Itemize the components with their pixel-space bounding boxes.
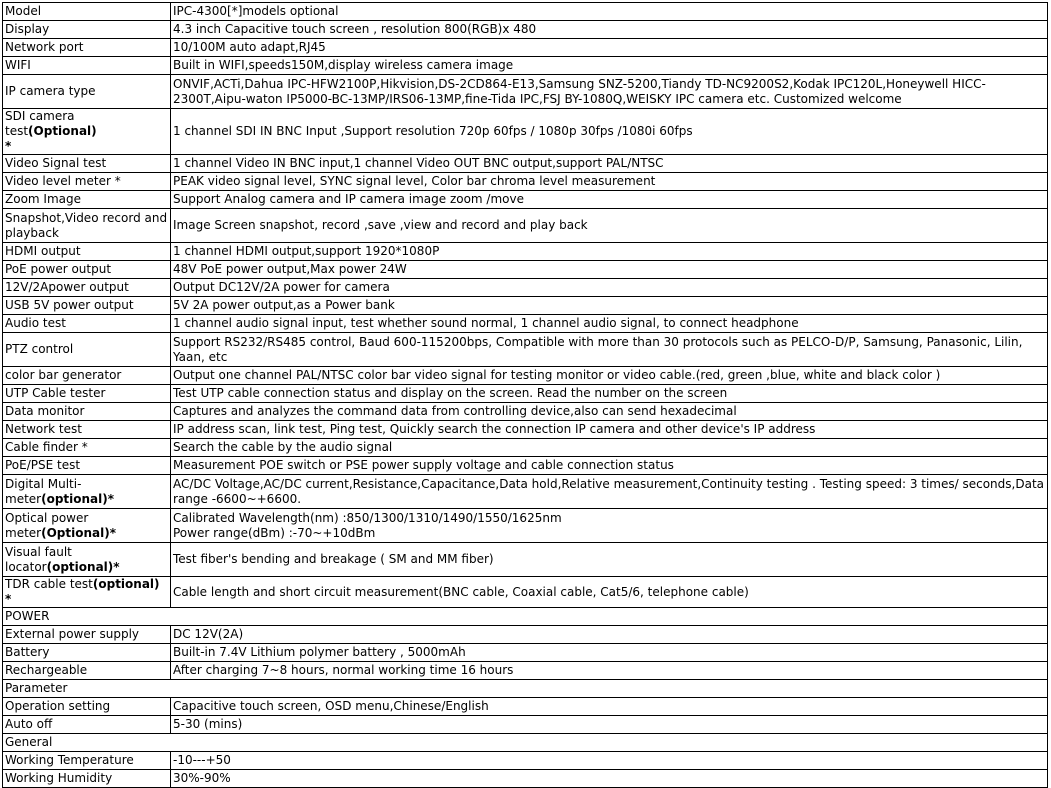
section-row [3,608,1048,626]
section-title: POWER [3,608,1048,626]
spec-label: Auto off [3,716,171,734]
spec-label: PTZ control [3,333,171,367]
spec-value: Search the cable by the audio signal [171,439,1048,457]
spec-table [2,2,1048,788]
spec-label [3,577,171,608]
spec-label: PoE/PSE test [3,457,171,475]
spec-value: Cable length and short circuit measurement(BNC cable, Coaxial cable, Cat5/6, telephone cable) [171,577,1048,608]
spec-label: Display [3,21,171,39]
star-mark: * [5,139,12,153]
spec-value: PEAK video signal level, SYNC signal level, Color bar chroma level measurement [171,173,1048,191]
table-row [3,261,1048,279]
spec-label-text: TDR cable test [5,577,93,591]
table-row [3,243,1048,261]
spec-label: Cable finder * [3,439,171,457]
spec-value: IPC-4300[*]models optional [171,3,1048,21]
spec-label: Audio test [3,315,171,333]
spec-label: 12V/2Apower output [3,279,171,297]
table-row [3,644,1048,662]
table-row [3,475,1048,509]
table-row [3,403,1048,421]
table-row [3,209,1048,243]
spec-label: Rechargeable [3,662,171,680]
table-row [3,439,1048,457]
table-row [3,752,1048,770]
table-row [3,191,1048,209]
spec-value: ONVIF,ACTi,Dahua IPC-HFW2100P,Hikvision,DS-2CD864-E13,Samsung SNZ-5200,Tiandy TD-NC9200S2,Kodak IPC120L,Honeywell HICC-2300T,Aipu-waton IP5000-BC-13MP/IRS06-13MP,fine-Tida IPC,FSJ BY-1080Q,WEISKY IPC camera etc. Customized welcome [171,75,1048,109]
table-row [3,698,1048,716]
table-row [3,39,1048,57]
spec-label: WIFI [3,57,171,75]
spec-value: 48V PoE power output,Max power 24W [171,261,1048,279]
spec-label: IP camera type [3,75,171,109]
optional-mark: (optional) [41,491,108,506]
section-title: Parameter [3,680,1048,698]
spec-value: Output DC12V/2A power for camera [171,279,1048,297]
spec-label: USB 5V power output [3,297,171,315]
spec-value: 30%-90% [171,770,1048,788]
spec-value: 1 channel Video IN BNC input,1 channel Video OUT BNC output,support PAL/NTSC [171,155,1048,173]
star-mark: * [5,592,12,606]
spec-label [3,543,171,577]
spec-value: 1 channel SDI IN BNC Input ,Support resolution 720p 60fps / 1080p 30fps /1080i 60fps [171,109,1048,155]
spec-label: Zoom Image [3,191,171,209]
table-row [3,716,1048,734]
spec-value: Support RS232/RS485 control, Baud 600-115200bps, Compatible with more than 30 protocols such as PELCO-D/P, Samsung, Panasonic, Lilin, Yaan, etc [171,333,1048,367]
table-row [3,3,1048,21]
section-row [3,734,1048,752]
table-row [3,109,1048,155]
optional-mark: (Optional) [41,525,110,540]
spec-value: 5-30 (mins) [171,716,1048,734]
spec-value: 1 channel HDMI output,support 1920*1080P [171,243,1048,261]
spec-value: 5V 2A power output,as a Power bank [171,297,1048,315]
spec-value: Measurement POE switch or PSE power supply voltage and cable connection status [171,457,1048,475]
section-title: General [3,734,1048,752]
spec-value: 10/100M auto adapt,RJ45 [171,39,1048,57]
star-mark: * [113,559,120,574]
spec-label: Working Temperature [3,752,171,770]
optional-mark: (optional) [46,559,114,574]
spec-label: Network port [3,39,171,57]
spec-label: Operation setting [3,698,171,716]
spec-label: Working Humidity [3,770,171,788]
table-row [3,626,1048,644]
table-row [3,297,1048,315]
spec-label: Model [3,3,171,21]
table-row [3,315,1048,333]
star-mark: * [109,525,116,540]
spec-label-text: Digital Multi-meter [5,476,82,506]
table-row [3,385,1048,403]
optional-mark: (optional) [92,577,160,591]
spec-label: PoE power output [3,261,171,279]
spec-value [171,509,1048,543]
spec-value-line: Power range(dBm) :-70~+10dBm [173,525,376,540]
table-row [3,421,1048,439]
spec-label: Data monitor [3,403,171,421]
star-mark: * [107,491,115,506]
table-row [3,543,1048,577]
spec-value: Test fiber's bending and breakage ( SM and MM fiber) [171,543,1048,577]
table-row [3,57,1048,75]
spec-value: 1 channel audio signal input, test whether sound normal, 1 channel audio signal, to connect headphone [171,315,1048,333]
spec-label: Video Signal test [3,155,171,173]
spec-value: DC 12V(2A) [171,626,1048,644]
spec-label [3,475,171,509]
spec-value: Built in WIFI,speeds150M,display wireless camera image [171,57,1048,75]
spec-value: Support Analog camera and IP camera image zoom /move [171,191,1048,209]
spec-value: Output one channel PAL/NTSC color bar video signal for testing monitor or video cable.(red, green ,blue, white and black color ) [171,367,1048,385]
spec-value: Test UTP cable connection status and display on the screen. Read the number on the screen [171,385,1048,403]
spec-label: Battery [3,644,171,662]
optional-mark: (Optional) [28,124,97,138]
spec-label-text: SDI camera test [5,109,75,138]
table-row [3,457,1048,475]
spec-value: Captures and analyzes the command data from controlling device,also can send hexadecimal [171,403,1048,421]
spec-label: UTP Cable tester [3,385,171,403]
table-row [3,577,1048,608]
section-row [3,680,1048,698]
spec-label-text: Visual fault locator [5,544,72,574]
spec-value: -10---+50 [171,752,1048,770]
spec-label: External power supply [3,626,171,644]
table-row [3,75,1048,109]
spec-value: 4.3 inch Capacitive touch screen , resolution 800(RGB)x 480 [171,21,1048,39]
spec-value: IP address scan, link test, Ping test, Quickly search the connection IP camera and other device's IP address [171,421,1048,439]
spec-value: Image Screen snapshot, record ,save ,view and record and play back [171,209,1048,243]
table-row [3,662,1048,680]
table-row [3,509,1048,543]
spec-label: Snapshot,Video record and playback [3,209,171,243]
spec-label: HDMI output [3,243,171,261]
table-row [3,155,1048,173]
spec-value: Built-in 7.4V Lithium polymer battery , 5000mAh [171,644,1048,662]
table-row [3,173,1048,191]
spec-label [3,109,171,155]
table-row [3,367,1048,385]
spec-label: Video level meter * [3,173,171,191]
spec-label: Network test [3,421,171,439]
table-row [3,21,1048,39]
spec-value: Capacitive touch screen, OSD menu,Chinese/English [171,698,1048,716]
spec-label-text: Optical power meter [5,510,89,540]
spec-value: After charging 7~8 hours, normal working time 16 hours [171,662,1048,680]
spec-value-line: Calibrated Wavelength(nm) :850/1300/1310/1490/1550/1625nm [173,510,562,525]
spec-label: color bar generator [3,367,171,385]
spec-label [3,509,171,543]
table-row [3,333,1048,367]
spec-value: AC/DC Voltage,AC/DC current,Resistance,Capacitance,Data hold,Relative measurement,Continuity testing . Testing speed: 3 times/ seconds,Data range -6600~+6600. [171,475,1048,509]
table-row [3,279,1048,297]
